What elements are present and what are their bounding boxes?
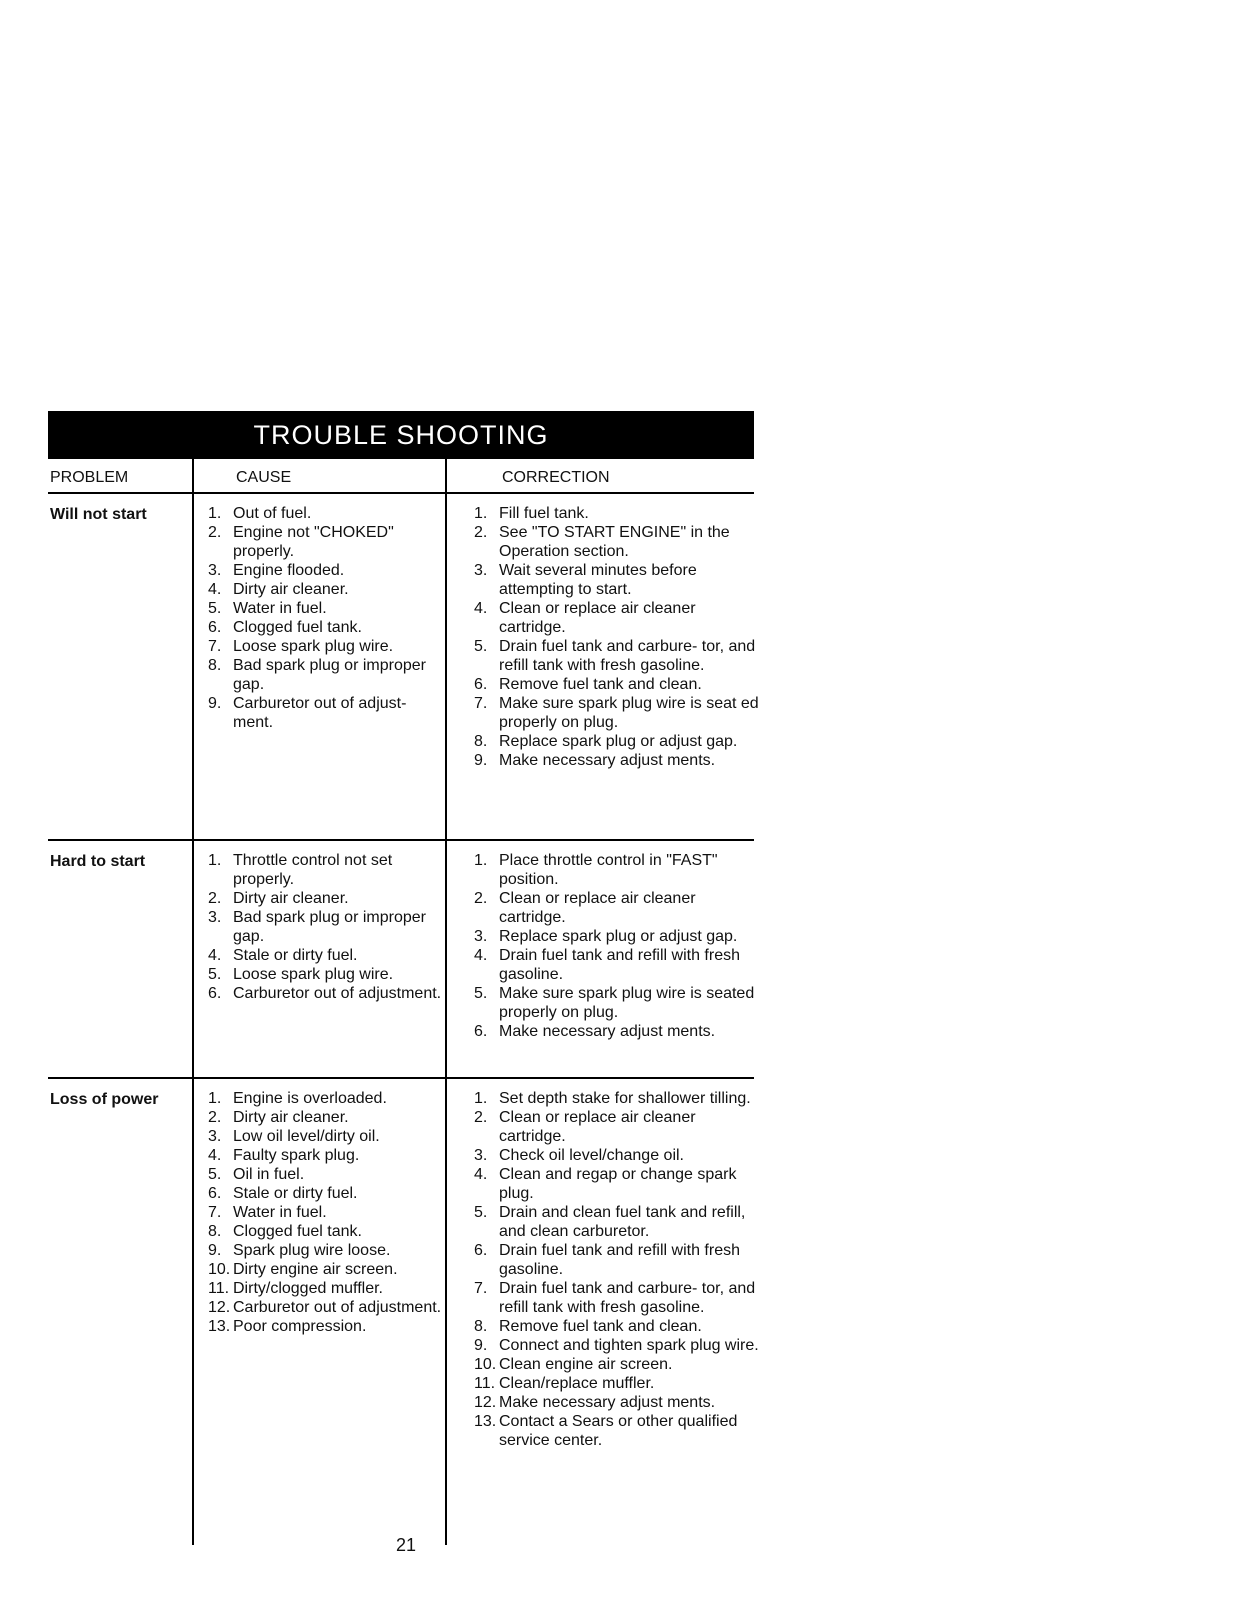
cause-item — [208, 1203, 448, 1222]
item-text: Clean/replace muffler. — [499, 1375, 655, 1392]
correction-item — [474, 984, 759, 1022]
item-number: 8. — [208, 1223, 222, 1240]
cause-item — [208, 637, 448, 656]
problem-section — [48, 494, 759, 841]
correction-item — [474, 1279, 759, 1317]
correction-item — [474, 599, 759, 637]
item-text: Engine is overloaded. — [233, 1090, 387, 1107]
cause-item — [208, 1089, 448, 1108]
item-number: 8. — [474, 733, 488, 750]
correction-item — [474, 889, 759, 927]
item-text: Replace spark plug or adjust gap. — [499, 733, 738, 750]
item-text: Wait several minutes before attempting to start. — [499, 562, 697, 598]
problem-label: Hard to start — [50, 853, 146, 870]
correction-list — [474, 851, 759, 1041]
item-number: 7. — [474, 1280, 488, 1297]
item-text: Connect and tighten spark plug wire. — [499, 1337, 759, 1354]
item-number: 13. — [208, 1318, 231, 1335]
item-number: 11. — [208, 1280, 230, 1297]
item-number: 4. — [474, 947, 488, 964]
item-text: Dirty air cleaner. — [233, 1109, 349, 1126]
table-body — [48, 494, 759, 1529]
item-number: 10. — [474, 1356, 497, 1373]
item-text: Dirty/clogged muffler. — [233, 1280, 383, 1297]
item-text: Set depth stake for shallower tilling. — [499, 1090, 751, 1107]
item-text: Contact a Sears or other qualified service center. — [499, 1413, 738, 1449]
cause-item — [208, 1279, 448, 1298]
item-text: Clean engine air screen. — [499, 1356, 673, 1373]
item-text: Out of fuel. — [233, 505, 312, 522]
item-text: Clean or replace air cleaner cartridge. — [499, 890, 696, 926]
item-text: Engine flooded. — [233, 562, 345, 579]
page-number: 21 — [396, 1535, 417, 1555]
item-number: 10. — [208, 1261, 231, 1278]
item-number: 6. — [208, 1185, 222, 1202]
item-number: 3. — [474, 1147, 488, 1164]
cause-item — [208, 656, 448, 694]
correction-item — [474, 1374, 759, 1393]
correction-item — [474, 1203, 759, 1241]
item-text: Water in fuel. — [233, 600, 327, 617]
item-text: Replace spark plug or adjust gap. — [499, 928, 738, 945]
item-number: 2. — [474, 524, 488, 541]
item-number: 3. — [208, 1128, 222, 1145]
item-text: Clean or replace air cleaner cartridge. — [499, 1109, 696, 1145]
item-text: Drain fuel tank and refill with fresh gasoline. — [499, 947, 740, 983]
cause-item — [208, 946, 448, 965]
cause-item — [208, 889, 448, 908]
item-text: Loose spark plug wire. — [233, 638, 394, 655]
item-number: 6. — [474, 676, 488, 693]
correction-item — [474, 946, 759, 984]
item-number: 6. — [474, 1023, 488, 1040]
item-number: 3. — [474, 562, 488, 579]
correction-item — [474, 751, 759, 770]
item-number: 3. — [474, 928, 488, 945]
item-text: Stale or dirty fuel. — [233, 947, 358, 964]
correction-item — [474, 637, 759, 675]
item-number: 7. — [474, 695, 488, 712]
cause-item — [208, 984, 448, 1003]
item-text: Make necessary adjust ments. — [499, 1394, 716, 1411]
item-text: Drain fuel tank and refill with fresh gasoline. — [499, 1242, 740, 1278]
item-number: 2. — [474, 1109, 488, 1126]
correction-item — [474, 1241, 759, 1279]
item-text: Carburetor out of adjustment. — [233, 1299, 442, 1316]
header-correction: CORRECTION — [502, 469, 610, 486]
item-number: 1. — [474, 852, 488, 869]
item-text: See "TO START ENGINE" in the Operation section. — [499, 524, 730, 560]
table-title: TROUBLE SHOOTING — [48, 411, 754, 459]
cause-item — [208, 1260, 448, 1279]
cause-item — [208, 599, 448, 618]
item-text: Fill fuel tank. — [499, 505, 589, 522]
cause-item — [208, 1241, 448, 1260]
correction-item — [474, 1108, 759, 1146]
item-number: 9. — [208, 1242, 222, 1259]
cause-list — [208, 851, 448, 1003]
cause-item — [208, 618, 448, 637]
item-text: Make necessary adjust ments. — [499, 752, 716, 769]
item-number: 2. — [208, 1109, 222, 1126]
item-number: 2. — [208, 524, 222, 541]
item-text: Poor compression. — [233, 1318, 367, 1335]
item-text: Drain and clean fuel tank and refill, and clean carburetor. — [499, 1204, 746, 1240]
troubleshooting-table — [48, 411, 759, 1529]
item-number: 1. — [208, 1090, 222, 1107]
item-text: Dirty engine air screen. — [233, 1261, 398, 1278]
item-text: Carburetor out of adjustment. — [233, 985, 442, 1002]
item-number: 8. — [474, 1318, 488, 1335]
table-header-row — [48, 459, 754, 494]
correction-item — [474, 1412, 759, 1450]
item-text: Oil in fuel. — [233, 1166, 305, 1183]
item-number: 2. — [474, 890, 488, 907]
item-text: Clogged fuel tank. — [233, 619, 362, 636]
item-number: 7. — [208, 638, 222, 655]
item-number: 9. — [208, 695, 222, 712]
correction-item — [474, 927, 759, 946]
cause-item — [208, 1146, 448, 1165]
item-text: Spark plug wire loose. — [233, 1242, 391, 1259]
correction-item — [474, 1022, 759, 1041]
item-text: Stale or dirty fuel. — [233, 1185, 358, 1202]
correction-item — [474, 675, 759, 694]
item-number: 1. — [474, 1090, 488, 1107]
problem-section — [48, 1079, 759, 1529]
correction-item — [474, 1393, 759, 1412]
item-text: Place throttle control in "FAST" position. — [499, 852, 718, 888]
cause-item — [208, 561, 448, 580]
cause-list — [208, 1089, 448, 1336]
item-text: Water in fuel. — [233, 1204, 327, 1221]
item-text: Remove fuel tank and clean. — [499, 1318, 702, 1335]
item-number: 13. — [474, 1413, 497, 1430]
item-text: Loose spark plug wire. — [233, 966, 394, 983]
correction-item — [474, 561, 759, 599]
item-number: 3. — [208, 909, 222, 926]
item-number: 4. — [474, 1166, 488, 1183]
correction-item — [474, 732, 759, 751]
correction-item — [474, 1317, 759, 1336]
item-text: Carburetor out of adjust- ment. — [233, 695, 407, 731]
item-text: Bad spark plug or improper gap. — [233, 909, 426, 945]
item-text: Clogged fuel tank. — [233, 1223, 362, 1240]
item-number: 6. — [474, 1242, 488, 1259]
item-number: 8. — [208, 657, 222, 674]
item-number: 5. — [208, 966, 222, 983]
item-text: Engine not "CHOKED" properly. — [233, 524, 394, 560]
item-number: 9. — [474, 752, 488, 769]
item-number: 2. — [208, 890, 222, 907]
item-number: 1. — [208, 505, 222, 522]
item-number: 4. — [208, 581, 222, 598]
cause-item — [208, 504, 448, 523]
item-number: 4. — [208, 947, 222, 964]
correction-item — [474, 1165, 759, 1203]
cause-item — [208, 1165, 448, 1184]
cause-item — [208, 1184, 448, 1203]
item-number: 5. — [208, 1166, 222, 1183]
header-cause: CAUSE — [236, 469, 292, 486]
item-text: Make sure spark plug wire is seat ed properly on plug. — [499, 695, 759, 731]
problem-section — [48, 841, 754, 1079]
item-text: Check oil level/change oil. — [499, 1147, 684, 1164]
item-text: Clean and regap or change spark plug. — [499, 1166, 737, 1202]
item-text: Make necessary adjust ments. — [499, 1023, 716, 1040]
cause-item — [208, 908, 448, 946]
cause-item — [208, 1222, 448, 1241]
item-number: 6. — [208, 985, 222, 1002]
correction-list — [474, 504, 759, 770]
cause-list — [208, 504, 448, 732]
correction-item — [474, 1355, 759, 1374]
item-number: 5. — [208, 600, 222, 617]
correction-item — [474, 1089, 759, 1108]
item-number: 12. — [208, 1299, 231, 1316]
item-number: 11. — [474, 1375, 496, 1392]
item-number: 12. — [474, 1394, 497, 1411]
item-text: Clean or replace air cleaner cartridge. — [499, 600, 696, 636]
cause-item — [208, 694, 448, 732]
cause-item — [208, 1317, 448, 1336]
item-text: Dirty air cleaner. — [233, 890, 349, 907]
item-number: 1. — [208, 852, 222, 869]
problem-label: Will not start — [50, 506, 147, 523]
cause-item — [208, 965, 448, 984]
item-number: 4. — [208, 1147, 222, 1164]
item-number: 7. — [208, 1204, 222, 1221]
cause-item — [208, 851, 448, 889]
item-number: 3. — [208, 562, 222, 579]
item-number: 1. — [474, 505, 488, 522]
correction-item — [474, 504, 759, 523]
item-text: Faulty spark plug. — [233, 1147, 360, 1164]
correction-item — [474, 523, 759, 561]
item-number: 9. — [474, 1337, 488, 1354]
header-problem: PROBLEM — [50, 469, 129, 486]
item-number: 5. — [474, 985, 488, 1002]
item-text: Remove fuel tank and clean. — [499, 676, 702, 693]
item-text: Throttle control not set properly. — [233, 852, 393, 888]
item-text: Dirty air cleaner. — [233, 581, 349, 598]
item-number: 4. — [474, 600, 488, 617]
correction-item — [474, 1146, 759, 1165]
item-number: 5. — [474, 1204, 488, 1221]
correction-list — [474, 1089, 759, 1450]
cause-item — [208, 1298, 448, 1317]
item-text: Drain fuel tank and carbure- tor, and refill tank with fresh gasoline. — [499, 638, 756, 674]
cause-item — [208, 1127, 448, 1146]
problem-label: Loss of power — [50, 1091, 159, 1108]
item-text: Drain fuel tank and carbure- tor, and refill tank with fresh gasoline. — [499, 1280, 756, 1316]
item-text: Make sure spark plug wire is seated properly on plug. — [499, 985, 755, 1021]
cause-item — [208, 523, 448, 561]
item-text: Low oil level/dirty oil. — [233, 1128, 380, 1145]
item-number: 6. — [208, 619, 222, 636]
item-number: 5. — [474, 638, 488, 655]
correction-item — [474, 1336, 759, 1355]
correction-item — [474, 694, 759, 732]
correction-item — [474, 851, 759, 889]
cause-item — [208, 1108, 448, 1127]
item-text: Bad spark plug or improper gap. — [233, 657, 426, 693]
cause-item — [208, 580, 448, 599]
